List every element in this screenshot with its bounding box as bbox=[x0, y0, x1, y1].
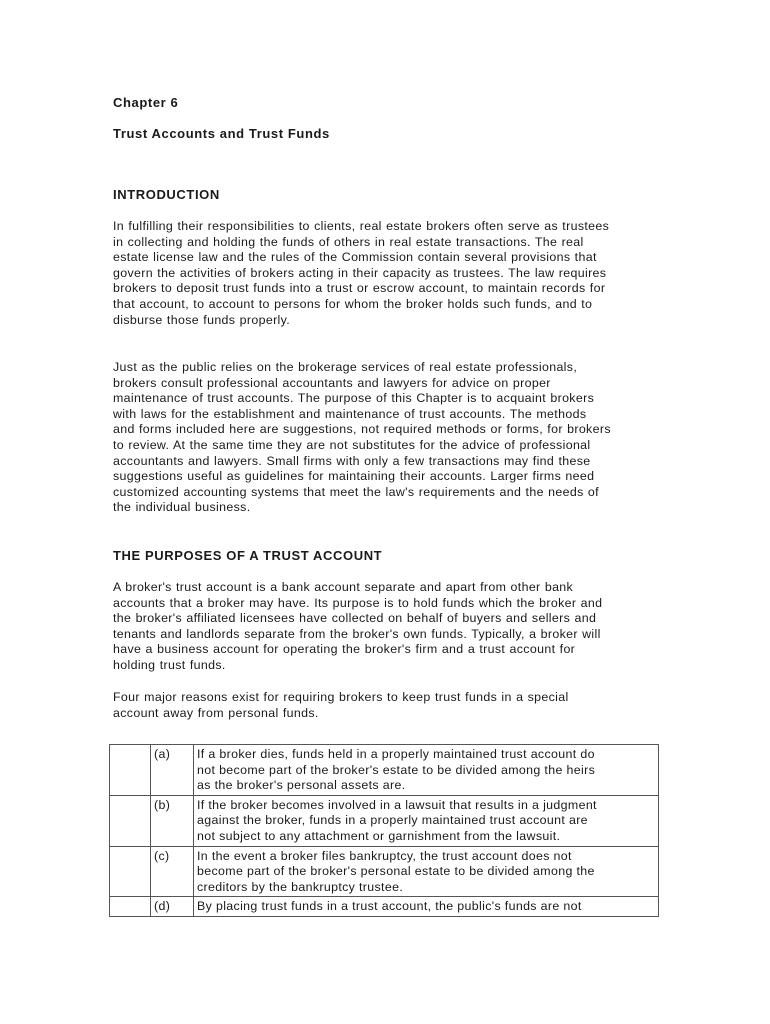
text-line: brokers consult professional accountants and lawyers for advice on proper bbox=[113, 375, 551, 390]
text-line: against the broker, funds in a properly maintained trust account are bbox=[197, 813, 588, 828]
reason-text bbox=[194, 795, 659, 846]
reason-letter: (c) bbox=[151, 846, 194, 897]
text-line: suggestions useful as guidelines for maintaining their accounts. Larger firms need bbox=[113, 469, 595, 484]
introduction-paragraph-2 bbox=[113, 360, 658, 516]
text-line: that account, to account to persons for whom the broker holds such funds, and to bbox=[113, 296, 593, 311]
purposes-paragraph-2 bbox=[113, 690, 658, 721]
text-line: accounts that a broker may have. Its purpose is to hold funds which the broker and bbox=[113, 595, 603, 610]
text-line: Four major reasons exist for requiring brokers to keep trust funds in a special bbox=[113, 690, 569, 704]
indent-cell bbox=[110, 897, 151, 917]
table-row bbox=[110, 846, 659, 897]
reason-letter: (d) bbox=[151, 897, 194, 917]
table-row bbox=[110, 795, 659, 846]
text-line: In the event a broker files bankruptcy, the trust account does not bbox=[197, 848, 572, 863]
purposes-paragraph-1 bbox=[113, 580, 658, 674]
text-line: govern the activities of brokers acting in their capacity as trustees. The law requires bbox=[113, 265, 607, 280]
text-line: customized accounting systems that meet the law's requirements and the needs of bbox=[113, 484, 599, 499]
reason-letter: (a) bbox=[151, 745, 194, 796]
text-line: maintenance of trust accounts. The purpose of this Chapter is to acquaint brokers bbox=[113, 391, 595, 406]
chapter-number: Chapter 6 bbox=[113, 95, 179, 110]
table-row bbox=[110, 897, 659, 917]
text-line: to review. At the same time they are not substitutes for the advice of professional bbox=[113, 437, 591, 452]
text-line: By placing trust funds in a trust account, the public's funds are not bbox=[197, 899, 582, 914]
text-line: estate license law and the rules of the Commission contain several provisions that bbox=[113, 250, 597, 265]
reasons-table bbox=[109, 744, 659, 917]
text-line: not subject to any attachment or garnishment from the lawsuit. bbox=[197, 828, 561, 843]
text-line: accountants and lawyers. Small firms with only a few transactions may find these bbox=[113, 453, 591, 468]
text-line: and forms included here are suggestions, not required methods or forms, for brokers bbox=[113, 422, 611, 437]
text-line: in collecting and holding the funds of others in real estate transactions. The real bbox=[113, 234, 584, 249]
reason-text bbox=[194, 897, 659, 917]
text-line: disburse those funds properly. bbox=[113, 312, 291, 327]
purposes-heading: THE PURPOSES OF A TRUST ACCOUNT bbox=[113, 548, 383, 563]
text-line: the individual business. bbox=[113, 500, 251, 515]
text-line: account away from personal funds. bbox=[113, 705, 319, 720]
text-line: tenants and landlords separate from the broker's own funds. Typically, a broker will bbox=[113, 626, 601, 641]
reason-letter: (b) bbox=[151, 795, 194, 846]
chapter-title: Trust Accounts and Trust Funds bbox=[113, 126, 330, 141]
text-line: with laws for the establishment and maintenance of trust accounts. The methods bbox=[113, 406, 587, 421]
text-line: In fulfilling their responsibilities to clients, real estate brokers often serve as trustees bbox=[113, 219, 610, 233]
text-line: creditors by the bankruptcy trustee. bbox=[197, 879, 404, 894]
text-line: Just as the public relies on the brokerage services of real estate professionals, bbox=[113, 360, 578, 374]
text-line: brokers to deposit trust funds into a trust or escrow account, to maintain records for bbox=[113, 281, 606, 296]
reason-text bbox=[194, 745, 659, 796]
text-line: holding trust funds. bbox=[113, 657, 226, 672]
text-line: A broker's trust account is a bank account separate and apart from other bank bbox=[113, 580, 574, 594]
reason-text bbox=[194, 846, 659, 897]
text-line: not become part of the broker's estate to be divided among the heirs bbox=[197, 762, 596, 777]
text-line: If the broker becomes involved in a lawsuit that results in a judgment bbox=[197, 797, 597, 812]
introduction-heading: INTRODUCTION bbox=[113, 187, 220, 202]
text-line: the broker's affiliated licensees have collected on behalf of buyers and sellers and bbox=[113, 611, 597, 626]
text-line: become part of the broker's personal estate to be divided among the bbox=[197, 864, 595, 879]
indent-cell bbox=[110, 846, 151, 897]
indent-cell bbox=[110, 795, 151, 846]
table-row bbox=[110, 745, 659, 796]
indent-cell bbox=[110, 745, 151, 796]
text-line: have a business account for operating the broker's firm and a trust account for bbox=[113, 642, 576, 657]
text-line: as the broker's personal assets are. bbox=[197, 778, 406, 793]
text-line: If a broker dies, funds held in a properly maintained trust account do bbox=[197, 747, 595, 761]
introduction-paragraph-1 bbox=[113, 219, 658, 328]
